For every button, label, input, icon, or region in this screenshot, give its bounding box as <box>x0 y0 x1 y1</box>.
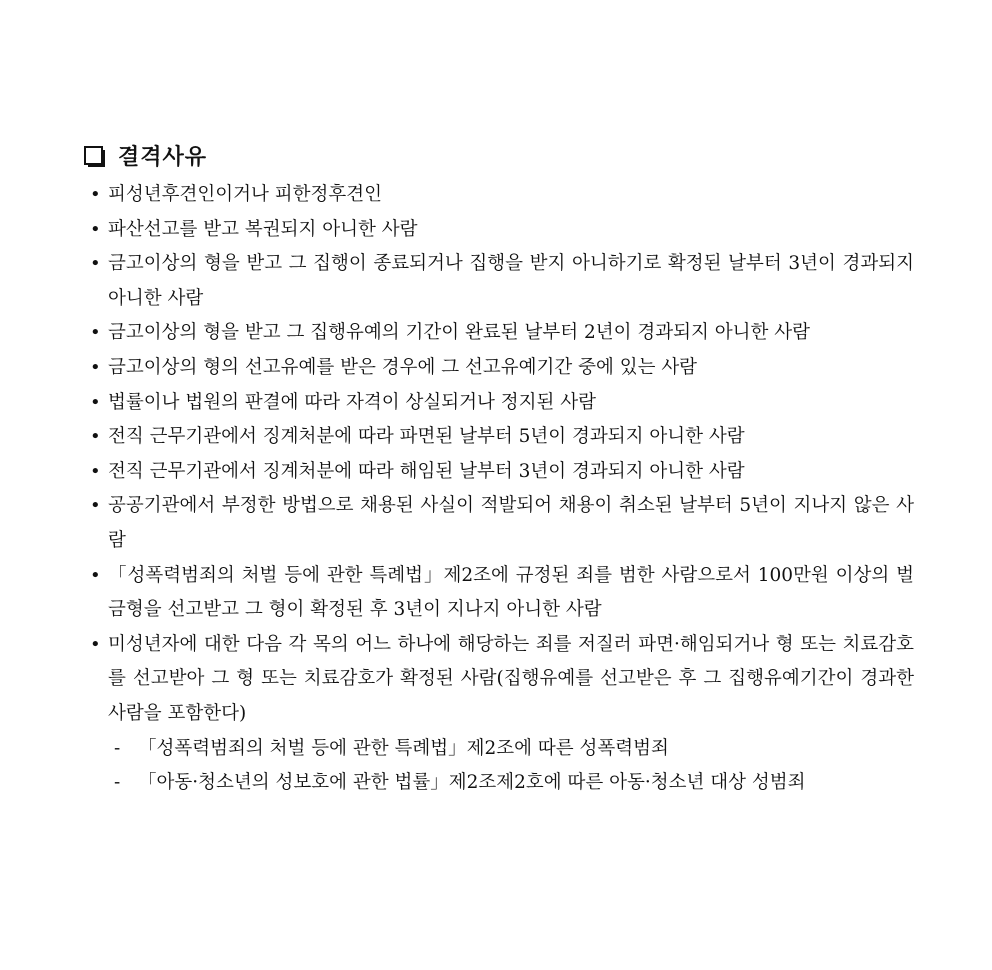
sub-list-item-text: 「아동·청소년의 성보호에 관한 법률」제2조제2호에 따른 아동·청소년 대상 성범죄 <box>138 772 806 794</box>
bullet-icon: • <box>90 460 101 482</box>
list-item-text: 금고이상의 형을 받고 그 집행이 종료되거나 집행을 받지 아니하기로 확정된 날부터 3년이 경과되지 아니한 사람 <box>108 253 914 309</box>
bullet-icon: • <box>90 426 101 448</box>
list-item-text: 파산선고를 받고 복권되지 아니한 사람 <box>108 218 418 240</box>
disqualification-list <box>84 178 914 801</box>
dash-icon: - <box>114 772 121 794</box>
list-item <box>84 455 914 490</box>
checkbox-square-icon <box>84 146 103 165</box>
list-item <box>84 559 914 628</box>
list-item <box>84 316 914 351</box>
section-heading <box>84 138 914 172</box>
bullet-icon: • <box>90 322 101 344</box>
list-item <box>84 420 914 455</box>
sub-list-item <box>114 732 914 767</box>
dash-icon: - <box>114 737 121 759</box>
bullet-icon: • <box>90 633 101 655</box>
bullet-icon: • <box>90 391 101 413</box>
list-item-text: 전직 근무기관에서 징계처분에 따라 파면된 날부터 5년이 경과되지 아니한 사람 <box>108 426 745 448</box>
list-item <box>84 489 914 558</box>
list-item <box>84 247 914 316</box>
bullet-icon: • <box>90 218 101 240</box>
bullet-icon: • <box>90 564 101 586</box>
list-item <box>84 213 914 248</box>
section-title: 결격사유 <box>118 144 208 170</box>
list-item-text: 금고이상의 형을 받고 그 집행유예의 기간이 완료된 날부터 2년이 경과되지 아니한 사람 <box>108 322 810 344</box>
list-item <box>84 178 914 213</box>
bullet-icon: • <box>90 184 101 205</box>
bullet-icon: • <box>90 356 101 378</box>
sub-list-item <box>114 766 914 801</box>
list-item-text: 법률이나 법원의 판결에 따라 자격이 상실되거나 정지된 사람 <box>108 391 596 413</box>
list-item <box>84 628 914 801</box>
list-item-text: 「성폭력범죄의 처벌 등에 관한 특례법」제2조에 규정된 죄를 범한 사람으로서 100만원 이상의 벌금형을 선고받고 그 형이 확정된 후 3년이 지나지 아니한 사람 <box>108 564 914 621</box>
list-item <box>84 386 914 421</box>
sub-list <box>108 732 914 801</box>
list-item-text: 미성년자에 대한 다음 각 목의 어느 하나에 해당하는 죄를 저질러 파면·해임되거나 형 또는 치료감호를 선고받아 그 형 또는 치료감호가 확정된 사람(집행유예를 선고받은 후 그 집행유예기간이 경과한 사람을 포함한다) <box>108 633 914 724</box>
sub-list-item-text: 「성폭력범죄의 처벌 등에 관한 특례법」제2조에 따른 성폭력범죄 <box>138 737 669 759</box>
bullet-icon: • <box>90 495 101 517</box>
list-item-text: 피성년후견인이거나 피한정후견인 <box>108 184 382 205</box>
list-item-text: 전직 근무기관에서 징계처분에 따라 해임된 날부터 3년이 경과되지 아니한 사람 <box>108 460 745 482</box>
document-body <box>84 138 914 801</box>
bullet-icon: • <box>90 253 101 275</box>
list-item-text: 공공기관에서 부정한 방법으로 채용된 사실이 적발되어 채용이 취소된 날부터 5년이 지나지 않은 사람 <box>108 495 914 551</box>
list-item-text: 금고이상의 형의 선고유예를 받은 경우에 그 선고유예기간 중에 있는 사람 <box>108 356 698 378</box>
list-item <box>84 351 914 386</box>
